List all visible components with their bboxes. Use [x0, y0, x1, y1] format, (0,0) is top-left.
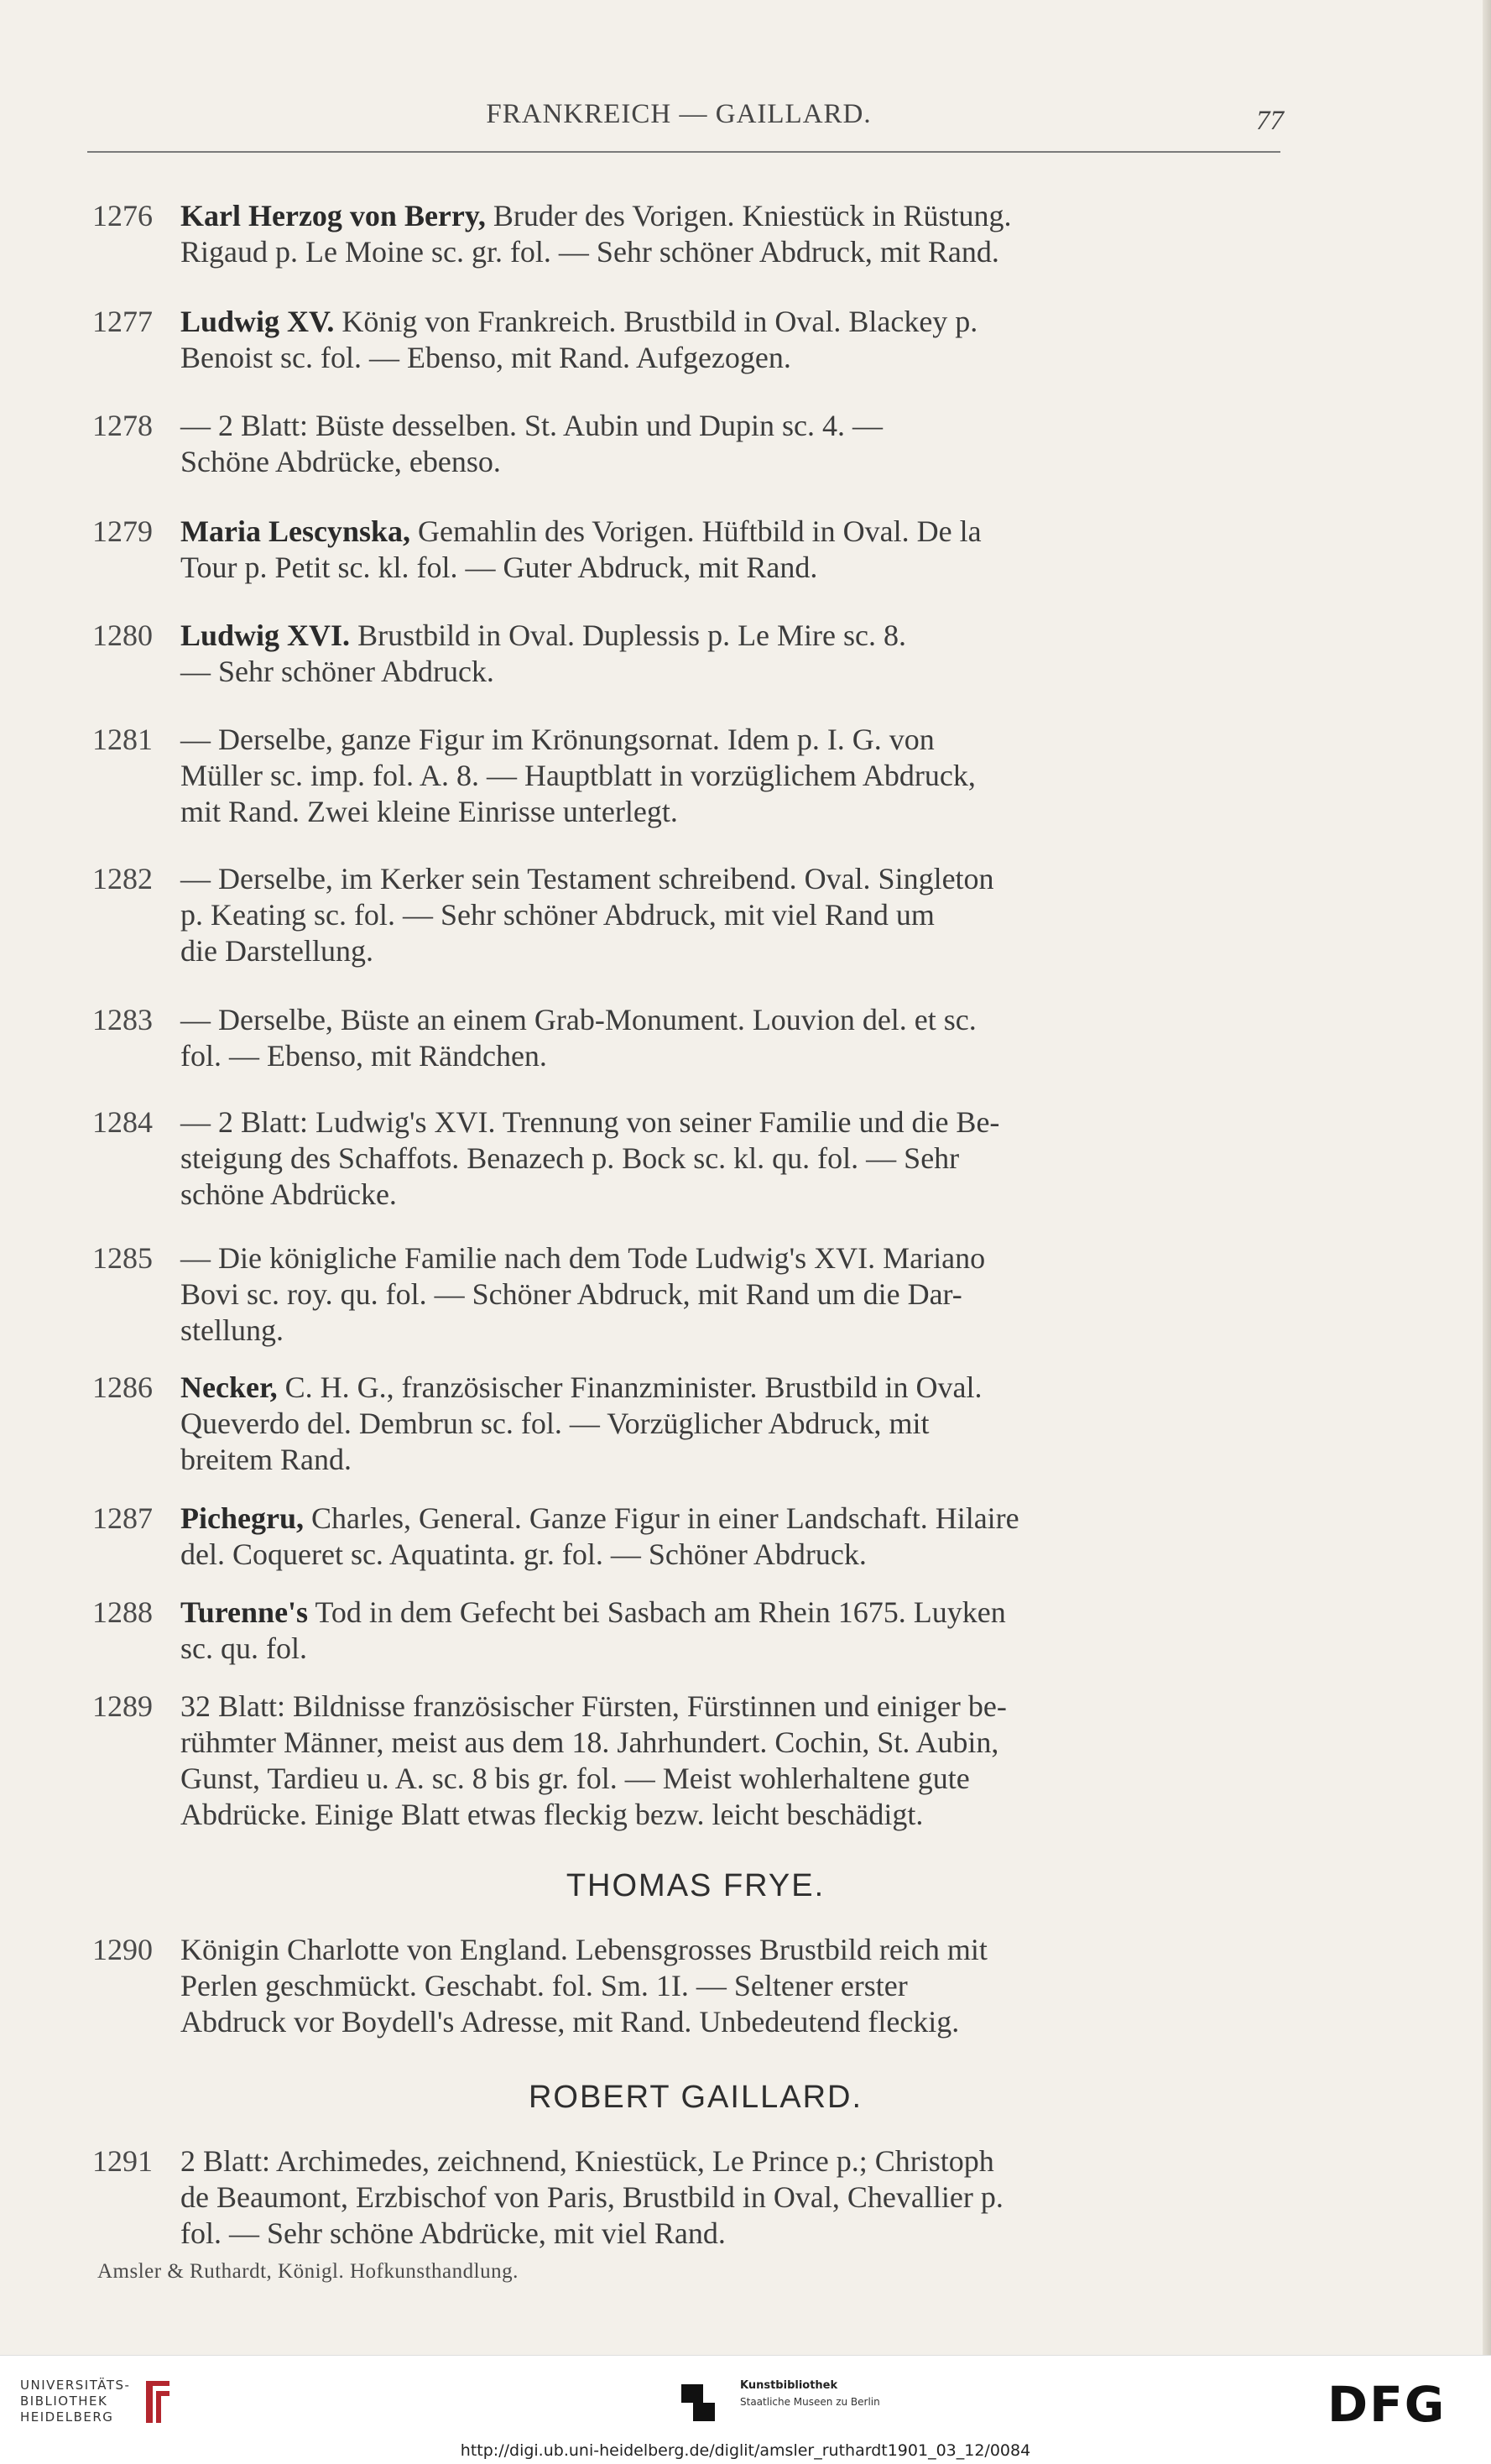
entry-line: die Darstellung. — [180, 934, 373, 968]
entry-line: fol. — Ebenso, mit Rändchen. — [180, 1039, 547, 1073]
entry-number: 1286 — [92, 1370, 153, 1404]
entry-line-text: C. H. G., französischer Finanzminister. Brustbild in Oval. — [284, 1370, 983, 1404]
entry-line: Gunst, Tardieu u. A. sc. 8 bis gr. fol. — Meist wohlerhaltene gute — [180, 1762, 970, 1795]
entry-line: sc. qu. fol. — [180, 1631, 307, 1665]
entry-line: mit Rand. Zwei kleine Einrisse unterlegt. — [180, 795, 678, 828]
entry-number: 1279 — [92, 514, 153, 548]
entry-text — [180, 408, 1368, 480]
entry-line-text: Gemahlin des Vorigen. Hüftbild in Oval. De la — [418, 514, 982, 548]
kb-subtitle: Staatliche Museen zu Berlin — [740, 2396, 880, 2408]
entry-line: breitem Rand. — [180, 1443, 352, 1476]
entry-text — [180, 1932, 1368, 2040]
dfg-logo-text: DFG — [1327, 2378, 1447, 2428]
entry-line — [180, 1370, 1368, 1406]
uni-logo-line: HEIDELBERG — [20, 2409, 114, 2425]
entry-subject-name: Ludwig XVI. — [180, 619, 351, 652]
entry-text — [180, 1104, 1368, 1213]
entry-line — [180, 198, 1368, 234]
page-url[interactable]: http://digi.ub.uni-heidelberg.de/diglit/amsler_ruthardt1901_03_12/0084 — [460, 2441, 1031, 2460]
entry-number: 1284 — [92, 1105, 153, 1139]
page-number: 77 — [1256, 106, 1284, 136]
entry-text — [180, 1689, 1368, 1833]
entry-line-text: Tod in dem Gefecht bei Sasbach am Rhein 1675. Luyken — [315, 1595, 1006, 1629]
entry-line: p. Keating sc. fol. — Sehr schöner Abdruck, mit viel Rand um — [180, 898, 935, 932]
university-mark-icon — [141, 2376, 175, 2428]
entry-subject-name: Maria Lescynska, — [180, 514, 410, 548]
entry-number: 1276 — [92, 199, 153, 232]
entry-line: Rigaud p. Le Moine sc. gr. fol. — Sehr schöner Abdruck, mit Rand. — [180, 235, 999, 269]
dfg-logo[interactable] — [1327, 2378, 1470, 2428]
viewer-footer — [0, 2355, 1491, 2464]
entry-number: 1277 — [92, 305, 153, 338]
section-heading: THOMAS FRYE. — [566, 1868, 826, 1903]
entry-subject-name: Karl Herzog von Berry, — [180, 199, 486, 232]
entry-text — [180, 304, 1368, 376]
entry-line: Queverdo del. Dembrun sc. fol. — Vorzüglicher Abdruck, mit — [180, 1407, 930, 1440]
entry-line — [180, 304, 1368, 340]
uni-logo-line: BIBLIOTHEK — [20, 2394, 108, 2409]
kb-title: Kunstbibliothek — [740, 2379, 838, 2392]
entry-line: — Derselbe, ganze Figur im Krönungsornat. Idem p. I. G. von — [180, 723, 935, 756]
university-library-logo[interactable] — [20, 2378, 130, 2425]
entry-number: 1282 — [92, 862, 153, 895]
entry-line: stellung. — [180, 1313, 284, 1347]
entry-line: — Derselbe, im Kerker sein Testament schreibend. Oval. Singleton — [180, 862, 994, 895]
entry-line: Bovi sc. roy. qu. fol. — Schöner Abdruck, mit Rand um die Dar- — [180, 1277, 962, 1311]
publisher-imprint: Amsler & Ruthardt, Königl. Hofkunsthandlung. — [97, 2260, 519, 2283]
entry-text — [180, 1595, 1368, 1667]
entry-line: — 2 Blatt: Ludwig's XVI. Trennung von seiner Familie und die Be- — [180, 1105, 1000, 1139]
entry-line: — Sehr schöner Abdruck. — [180, 655, 494, 688]
entry-number: 1280 — [92, 619, 153, 652]
entry-number: 1288 — [92, 1595, 153, 1629]
entry-line-text: Bruder des Vorigen. Kniestück in Rüstung. — [493, 199, 1012, 232]
entry-line: Müller sc. imp. fol. A. 8. — Hauptblatt in vorzüglichem Abdruck, — [180, 759, 976, 792]
entry-line — [180, 1595, 1368, 1631]
entry-text — [180, 861, 1368, 969]
entry-line — [180, 1501, 1368, 1537]
entry-text — [180, 198, 1368, 270]
entry-text — [180, 514, 1368, 586]
entry-text — [180, 1501, 1368, 1573]
entry-text — [180, 2143, 1368, 2252]
entry-line: Schöne Abdrücke, ebenso. — [180, 445, 501, 478]
entry-text — [180, 1002, 1368, 1074]
entry-number: 1289 — [92, 1689, 153, 1723]
entry-line: steigung des Schaffots. Benazech p. Bock sc. kl. qu. fol. — Sehr — [180, 1141, 960, 1175]
entry-line-text: Brustbild in Oval. Duplessis p. Le Mire sc. 8. — [357, 619, 907, 652]
entry-text — [180, 1240, 1368, 1349]
entry-line: fol. — Sehr schöne Abdrücke, mit viel Rand. — [180, 2216, 726, 2250]
entry-line — [180, 618, 1368, 654]
running-head: FRANKREICH — GAILLARD. — [486, 99, 872, 129]
section-heading: ROBERT GAILLARD. — [528, 2080, 863, 2115]
entry-text — [180, 1370, 1368, 1478]
entry-number: 1290 — [92, 1933, 153, 1966]
entry-line: Königin Charlotte von England. Lebensgrosses Brustbild reich mit — [180, 1933, 988, 1966]
entry-number: 1285 — [92, 1241, 153, 1275]
entry-number: 1278 — [92, 409, 153, 442]
entry-line: — Derselbe, Büste an einem Grab-Monument. Louvion del. et sc. — [180, 1003, 977, 1036]
entry-line: 2 Blatt: Archimedes, zeichnend, Kniestück, Le Prince p.; Christoph — [180, 2144, 994, 2178]
entry-number: 1291 — [92, 2144, 153, 2178]
entry-line: Benoist sc. fol. — Ebenso, mit Rand. Aufgezogen. — [180, 341, 791, 374]
entry-line: schöne Abdrücke. — [180, 1177, 397, 1211]
entry-line: Tour p. Petit sc. kl. fol. — Guter Abdruck, mit Rand. — [180, 551, 818, 584]
entry-line: Perlen geschmückt. Geschabt. fol. Sm. 1I. — Seltener erster — [180, 1969, 908, 2002]
entry-subject-name: Ludwig XV. — [180, 305, 335, 338]
entry-number: 1283 — [92, 1003, 153, 1036]
entry-line: Abdrücke. Einige Blatt etwas fleckig bezw. leicht beschädigt. — [180, 1798, 924, 1831]
entry-text — [180, 722, 1368, 830]
entry-line: — Die königliche Familie nach dem Tode Ludwig's XVI. Mariano — [180, 1241, 986, 1275]
entry-line: — 2 Blatt: Büste desselben. St. Aubin und Dupin sc. 4. — — [180, 409, 883, 442]
entry-line: rühmter Männer, meist aus dem 18. Jahrhundert. Cochin, St. Aubin, — [180, 1725, 999, 1759]
kunstbibliothek-mark-icon — [681, 2381, 715, 2423]
entry-subject-name: Necker, — [180, 1370, 278, 1404]
entry-line — [180, 514, 1368, 550]
entry-text — [180, 618, 1368, 690]
entry-number: 1287 — [92, 1501, 153, 1535]
uni-logo-line: UNIVERSITÄTS- — [20, 2378, 131, 2393]
entry-line: de Beaumont, Erzbischof von Paris, Brustbild in Oval, Chevallier p. — [180, 2180, 1004, 2214]
entry-line-text: Charles, General. Ganze Figur in einer Landschaft. Hilaire — [310, 1501, 1019, 1535]
entry-line: Abdruck vor Boydell's Adresse, mit Rand. Unbedeutend fleckig. — [180, 2005, 960, 2039]
entry-line: del. Coqueret sc. Aquatinta. gr. fol. — Schöner Abdruck. — [180, 1537, 867, 1571]
entry-number: 1281 — [92, 723, 153, 756]
kunstbibliothek-logo[interactable] — [681, 2376, 933, 2426]
entry-subject-name: Turenne's — [180, 1595, 309, 1629]
entry-line: 32 Blatt: Bildnisse französischer Fürsten, Fürstinnen und einiger be- — [180, 1689, 1007, 1723]
entry-subject-name: Pichegru, — [180, 1501, 304, 1535]
entry-line-text: König von Frankreich. Brustbild in Oval. Blackey p. — [341, 305, 978, 338]
